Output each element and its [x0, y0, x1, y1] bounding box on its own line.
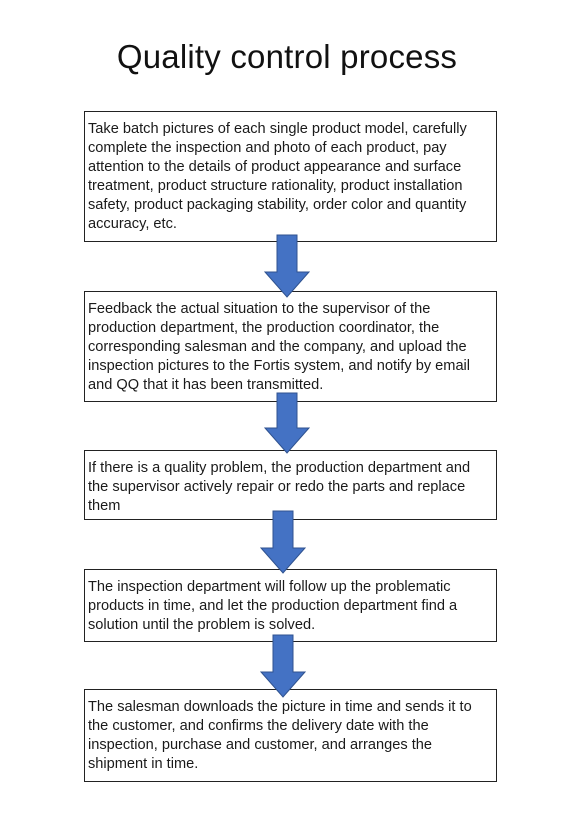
- down-arrow-icon: [260, 634, 306, 698]
- diagram-title: Quality control process: [116, 38, 458, 75]
- down-arrow-icon: [264, 234, 310, 298]
- step-box-2: Feedback the actual situation to the supervisor of the production department, the production coordinator, the corresponding salesman and the company, and upload the inspection pictures to the Fortis system, and notify by email and QQ that it has been transmitted.: [84, 291, 497, 402]
- step-box-3: If there is a quality problem, the production department and the supervisor actively repair or redo the parts and replace them: [84, 450, 497, 520]
- down-arrow-icon: [264, 392, 310, 454]
- step-box-1: Take batch pictures of each single product model, carefully complete the inspection and photo of each product, pay attention to the details of product appearance and surface treatment, product structure rationality, product installation safety, product packaging stability, order color and quantity accuracy, etc.: [84, 111, 497, 242]
- step-box-4: The inspection department will follow up the problematic products in time, and let the production department find a solution until the problem is solved.: [84, 569, 497, 642]
- step-box-5: The salesman downloads the picture in time and sends it to the customer, and confirms the delivery date with the inspection, purchase and customer, and arranges the shipment in time.: [84, 689, 497, 782]
- down-arrow-icon: [260, 510, 306, 574]
